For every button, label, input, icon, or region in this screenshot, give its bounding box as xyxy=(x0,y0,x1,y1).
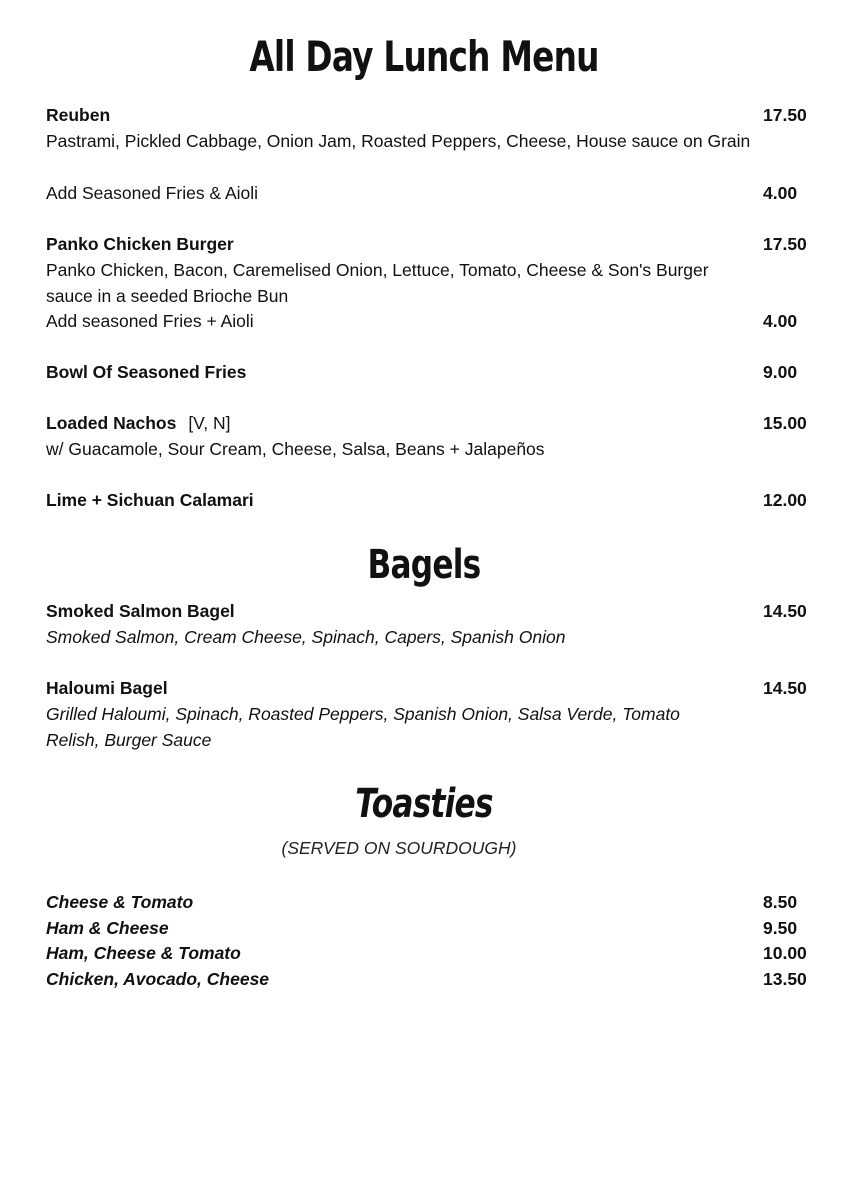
item-panko-name: Panko Chicken Burger xyxy=(46,234,234,254)
toastie-name: Cheese & Tomato xyxy=(46,892,194,912)
toasties-note: (SERVED ON SOURDOUGH) xyxy=(281,838,517,858)
item-haloumi-desc: Grilled Haloumi, Spinach, Roasted Peppers, Spanish Onion, Salsa Verde, Tomato Relish, Burger Sauce xyxy=(46,704,680,750)
toasties-title: Toasties xyxy=(355,781,493,827)
toastie-name: Ham & Cheese xyxy=(46,918,169,938)
item-reuben-name: Reuben xyxy=(46,105,111,125)
item-salmon-name: Smoked Salmon Bagel xyxy=(46,601,235,621)
item-fries-name: Bowl Of Seasoned Fries xyxy=(46,362,247,382)
item-haloumi-price: 14.50 xyxy=(763,678,807,698)
item-nachos-price: 15.00 xyxy=(763,413,807,433)
item-nachos-desc: w/ Guacamole, Sour Cream, Cheese, Salsa, Beans + Jalapeños xyxy=(46,439,545,459)
item-panko-price: 17.50 xyxy=(763,234,807,254)
item-nachos-name: Loaded Nachos xyxy=(46,413,177,433)
item-reuben-desc: Pastrami, Pickled Cabbage, Onion Jam, Roasted Peppers, Cheese, House sauce on Grain xyxy=(46,131,751,151)
item-panko-addon-price: 4.00 xyxy=(763,311,798,331)
item-fries-price: 9.00 xyxy=(763,362,798,382)
item-nachos-heading xyxy=(46,410,810,436)
lunch-menu-title: All Day Lunch Menu xyxy=(249,32,599,81)
toastie-price: 9.50 xyxy=(763,918,798,938)
item-panko-desc: Panko Chicken, Bacon, Caremelised Onion, Lettuce, Tomato, Cheese & Son's Burger sauce in a seeded Brioche Bun xyxy=(46,260,709,306)
toastie-price: 8.50 xyxy=(763,892,798,912)
toastie-name: Chicken, Avocado, Cheese xyxy=(46,969,270,989)
item-nachos-tag: [V, N] xyxy=(188,413,231,433)
toastie-price: 10.00 xyxy=(763,943,807,963)
item-calamari-price: 12.00 xyxy=(763,490,807,510)
item-calamari-name: Lime + Sichuan Calamari xyxy=(46,490,254,510)
item-panko-addon: Add seasoned Fries + Aioli xyxy=(46,311,254,331)
toastie-name: Ham, Cheese & Tomato xyxy=(46,943,241,963)
item-salmon-price: 14.50 xyxy=(763,601,807,621)
item-reuben-addon: Add Seasoned Fries & Aioli xyxy=(46,183,259,203)
toastie-price: 13.50 xyxy=(763,969,807,989)
bagels-title: Bagels xyxy=(367,542,481,588)
item-reuben-addon-price: 4.00 xyxy=(763,183,798,203)
item-haloumi-name: Haloumi Bagel xyxy=(46,678,168,698)
item-salmon-desc: Smoked Salmon, Cream Cheese, Spinach, Capers, Spanish Onion xyxy=(46,627,566,647)
item-reuben-price: 17.50 xyxy=(763,105,807,125)
